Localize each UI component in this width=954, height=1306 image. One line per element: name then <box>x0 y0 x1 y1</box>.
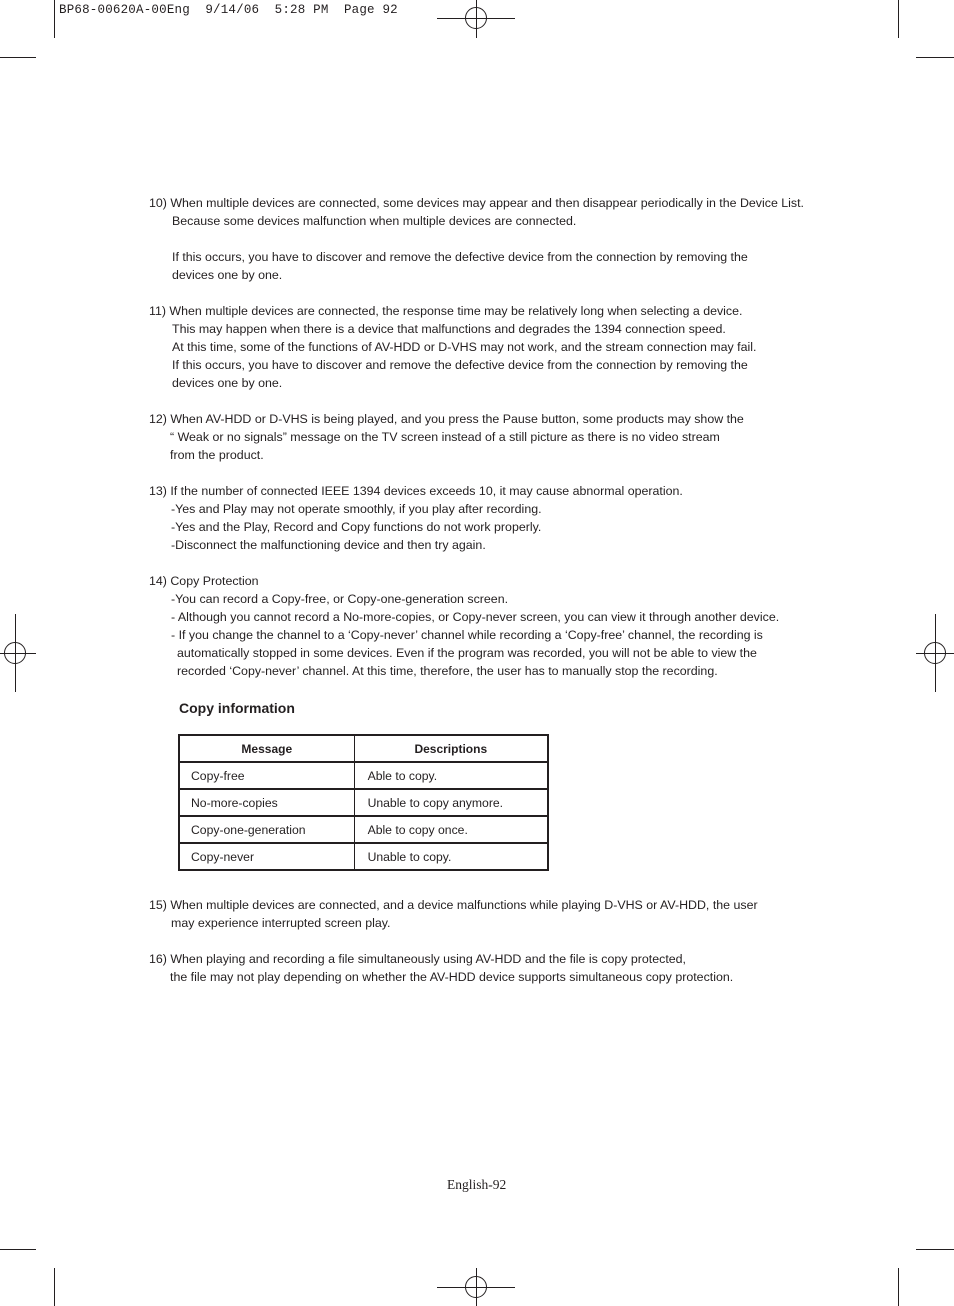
description-cell: Unable to copy. <box>354 843 548 870</box>
note-15-line: 15) When multiple devices are connected, and a device malfunctions while playing D-VHS or AV-HDD, the user <box>149 898 758 912</box>
message-cell: Copy-never <box>179 843 354 870</box>
table-header-row <box>179 735 548 762</box>
note-14-line: 14) Copy Protection <box>149 574 259 588</box>
note-14-line: - Although you cannot record a No-more-copies, or Copy-never screen, you can view it through another device. <box>171 610 780 624</box>
crop-mark-tr-h <box>916 57 954 58</box>
crop-mark-tl-v <box>54 0 55 38</box>
note-11-line: devices one by one. <box>172 376 283 390</box>
copy-information-table <box>178 734 549 871</box>
note-13-line: -Yes and Play may not operate smoothly, if you play after recording. <box>171 502 542 516</box>
note-14-line: - If you change the channel to a ‘Copy-never’ channel while recording a ‘Copy-free’ channel, the recording is <box>171 628 763 642</box>
note-12-line: 12) When AV-HDD or D-VHS is being played, and you press the Pause button, some products may show the <box>149 412 744 426</box>
crop-mark-br-h <box>916 1249 954 1250</box>
note-14-line: automatically stopped in some devices. Even if the program was recorded, you will not be able to view the <box>177 646 757 660</box>
note-13-line: -Yes and the Play, Record and Copy functions do not work properly. <box>171 520 542 534</box>
note-12-line: “ Weak or no signals” message on the TV screen instead of a still picture as there is no video stream <box>170 430 720 444</box>
crop-mark-tr-v <box>898 0 899 38</box>
note-11-line: If this occurs, you have to discover and remove the defective device from the connection by removing the <box>172 358 748 372</box>
table-row <box>179 843 548 870</box>
note-12-line: from the product. <box>170 448 264 462</box>
crop-mark-br-v <box>898 1268 899 1306</box>
note-16-line: 16) When playing and recording a file simultaneously using AV-HDD and the file is copy protected, <box>149 952 686 966</box>
message-cell: Copy-one-generation <box>179 816 354 843</box>
note-10-line: Because some devices malfunction when multiple devices are connected. <box>172 214 577 228</box>
note-10-line: 10) When multiple devices are connected, some devices may appear and then disappear periodically in the Device List. <box>149 196 804 210</box>
note-14-line: recorded ‘Copy-never’ channel. At this time, therefore, the user has to manually stop the recording. <box>177 664 718 678</box>
note-11-line: This may happen when there is a device that malfunctions and degrades the 1394 connection speed. <box>172 322 726 336</box>
note-13-line: -Disconnect the malfunctioning device and then try again. <box>171 538 486 552</box>
note-14-line: -You can record a Copy-free, or Copy-one-generation screen. <box>171 592 509 606</box>
print-slug: BP68-00620A-00Eng 9/14/06 5:28 PM Page 92 <box>59 3 398 17</box>
table-row <box>179 816 548 843</box>
column-header-descriptions: Descriptions <box>354 735 548 762</box>
description-cell: Able to copy once. <box>354 816 548 843</box>
table-row <box>179 762 548 789</box>
note-13-line: 13) If the number of connected IEEE 1394 devices exceeds 10, it may cause abnormal operation. <box>149 484 683 498</box>
note-11-line: 11) When multiple devices are connected, the response time may be relatively long when selecting a device. <box>149 304 743 318</box>
page-number: English-92 <box>447 1177 507 1192</box>
note-11-line: At this time, some of the functions of AV-HDD or D-VHS may not work, and the stream connection may fail. <box>172 340 757 354</box>
crop-mark-bl-v <box>54 1268 55 1306</box>
description-cell: Unable to copy anymore. <box>354 789 548 816</box>
crop-mark-tl-h <box>0 57 36 58</box>
note-15-line: may experience interrupted screen play. <box>171 916 391 930</box>
crop-mark-bl-h <box>0 1249 36 1250</box>
description-cell: Able to copy. <box>354 762 548 789</box>
message-cell: Copy-free <box>179 762 354 789</box>
copy-information-heading: Copy information <box>179 700 295 716</box>
column-header-message: Message <box>179 735 354 762</box>
note-10-line: devices one by one. <box>172 268 283 282</box>
table-row <box>179 789 548 816</box>
note-10-line: If this occurs, you have to discover and remove the defective device from the connection by removing the <box>172 250 748 264</box>
note-16-line: the file may not play depending on whether the AV-HDD device supports simultaneous copy protection. <box>170 970 734 984</box>
message-cell: No-more-copies <box>179 789 354 816</box>
